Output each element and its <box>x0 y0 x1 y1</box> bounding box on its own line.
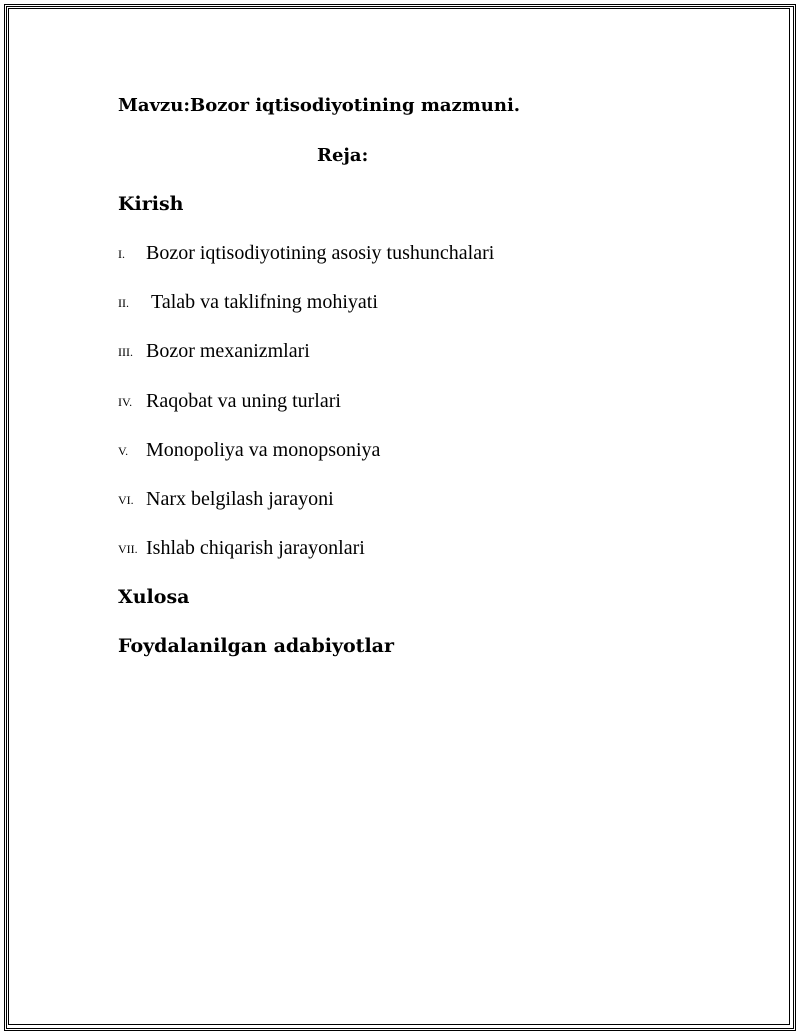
plan-item-label: Bozor iqtisodiyotining asosiy tushunchalari <box>146 242 495 264</box>
plan-item-label: Raqobat va uning turlari <box>146 390 341 412</box>
plan-item <box>118 390 341 413</box>
plan-item-numeral: VII. <box>118 542 138 556</box>
plan-heading: Reja: <box>317 145 369 166</box>
plan-item-numeral: III. <box>118 345 133 359</box>
plan-item-label: Narx belgilash jarayoni <box>146 488 334 510</box>
plan-item-numeral: VI. <box>118 493 134 507</box>
conclusion-heading: Xulosa <box>118 586 190 608</box>
plan-item <box>118 340 310 363</box>
page-border-inner <box>8 8 790 1025</box>
plan-item <box>118 242 494 265</box>
plan-item-numeral: V. <box>118 444 129 458</box>
plan-item <box>118 537 365 560</box>
topic-title: Mavzu:Bozor iqtisodiyotining mazmuni. <box>118 95 521 116</box>
plan-item-label: Talab va taklifning mohiyati <box>151 291 378 313</box>
plan-item <box>118 291 378 314</box>
references-heading: Foydalanilgan adabiyotlar <box>118 635 395 657</box>
plan-item-numeral: II. <box>118 296 129 310</box>
plan-item-label: Bozor mexanizmlari <box>146 340 310 362</box>
plan-item <box>118 488 334 511</box>
plan-item-numeral: IV. <box>118 395 133 409</box>
intro-heading: Kirish <box>118 193 184 215</box>
plan-item <box>118 439 380 462</box>
plan-item-label: Monopoliya va monopsoniya <box>146 439 381 461</box>
plan-item-label: Ishlab chiqarish jarayonlari <box>146 537 365 559</box>
plan-item-numeral: I. <box>118 247 125 261</box>
